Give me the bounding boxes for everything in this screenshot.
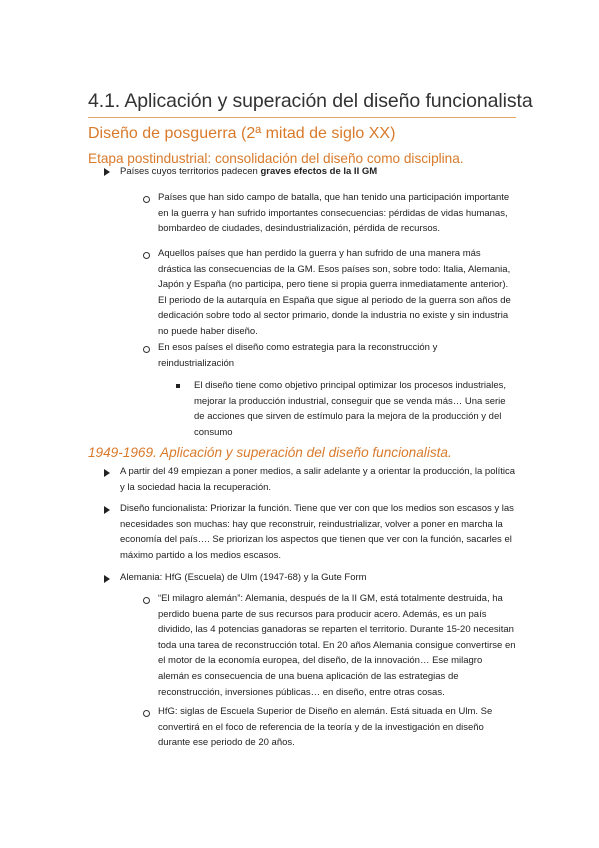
- square-bullet-icon: [176, 384, 180, 388]
- arrow-bullet-icon: [104, 575, 110, 583]
- list-item-text: “El milagro alemán”: Alemania, después de la II GM, está totalmente destruida, ha perdido buena parte de sus recursos para producir acero. Además, es un país dividido, las 4 potencias ganadoras se reparten el territorio. Durante 15-20 necesitan toda una tarea de reconstrucción total. En 20 años Alemania consigue convertirse en el motor de la economía europea, del diseño, de la innovación… Ese milagro alemán es consecuencia de una buena aplicación de las estrategias de reconstrucción, inversiones públicas… en diseño, entre otras cosas.: [158, 593, 516, 698]
- list-item-text: En esos países el diseño como estrategia para la reconstrucción y reindustrialización: [158, 342, 438, 369]
- list-item-text: A partir del 49 empiezan a poner medios, a salir adelante y a orientar la producción, la política y la sociedad hacia la recuperación.: [120, 466, 516, 493]
- list-item-text: Países que han sido campo de batalla, que han tenido una participación importante en la guerra y han sufrido importantes consecuencias: pérdidas de vidas humanas, bombardeo de ciudades, desindustrialización, pérdida de recursos.: [158, 192, 510, 235]
- list-item: [120, 164, 520, 180]
- circle-bullet-icon: [143, 710, 150, 717]
- list-item: [158, 190, 516, 237]
- list-item: [120, 464, 516, 495]
- section-title: 4.1. Aplicación y superación del diseño funcionalista: [88, 90, 533, 112]
- arrow-bullet-icon: [104, 168, 110, 176]
- circle-bullet-icon: [143, 196, 150, 203]
- circle-bullet-icon: [143, 346, 150, 353]
- arrow-bullet-icon: [104, 506, 110, 514]
- circle-bullet-icon: [143, 252, 150, 259]
- title-underline: [88, 117, 516, 118]
- list-item-text: Aquellos países que han perdido la guerra y han sufrido de una manera más drástica las consecuencias de la GM. Esos países son, sobre todo: Italia, Alemania, Japón y España (no participa, pero tiene si propia guerra inmediatamente anterior). El periodo de la autarquía en España que sigue al periodo de la guerra son años de dedicación sobre todo al sector primario, donde la industria no existe y sin industria no puede haber diseño.: [158, 248, 511, 337]
- intro-text: Países cuyos territorios padecen: [120, 166, 261, 177]
- period-heading: 1949-1969. Aplicación y superación del diseño funcionalista.: [88, 445, 452, 460]
- list-item: [158, 246, 516, 340]
- list-item-text: El diseño tiene como objetivo principal optimizar los procesos industriales, mejorar la producción industrial, conseguir que se venda más… Una serie de acciones que sirven de estímulo para la mejora de la producción y del consumo: [194, 380, 507, 438]
- intro-bold-text: graves efectos de la II GM: [260, 166, 378, 177]
- etapa-heading: Etapa postindustrial: consolidación del diseño como disciplina.: [88, 151, 464, 166]
- subtitle-heading: Diseño de posguerra (2ª mitad de siglo XX): [88, 125, 396, 142]
- arrow-bullet-icon: [104, 469, 110, 477]
- circle-bullet-icon: [143, 597, 150, 604]
- list-item: [194, 378, 516, 440]
- list-item: [158, 340, 516, 371]
- list-item-text: Alemania: HfG (Escuela) de Ulm (1947-68) y la Gute Form: [120, 572, 367, 583]
- list-item: [158, 704, 516, 751]
- list-item-text: Diseño funcionalista: Priorizar la función. Tiene que ver con que los medios son escasos y las necesidades son muchas: hay que reconstruir, reindustrializar, volver a poner en marcha la economía del país…. Se priorizan los aspectos que tienen que ver con la función, sacarles el máximo partido a los medios escasos.: [120, 503, 514, 561]
- list-item: [120, 570, 516, 586]
- list-item: [158, 591, 516, 700]
- list-item: [120, 501, 516, 563]
- list-item-text: HfG: siglas de Escuela Superior de Diseño en alemán. Está situada en Ulm. Se convertirá en el foco de referencia de la teoría y de la investigación en diseño durante ese periodo de 20 años.: [158, 706, 493, 749]
